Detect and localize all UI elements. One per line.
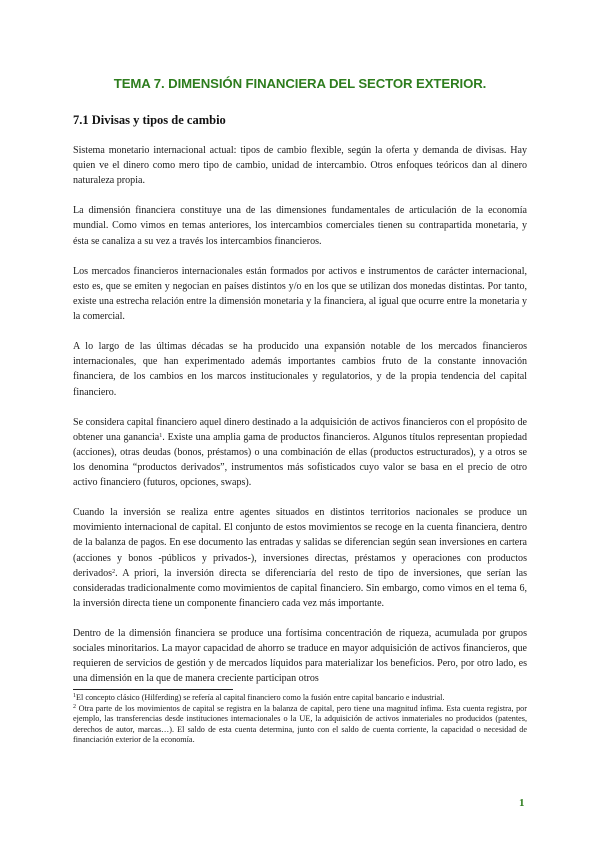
paragraph-text: . Existe una amplia gama de productos financieros. Algunos títulos representan propiedad (acciones), otras deudas (bonos, préstamos) o una combinación de ellas (productos estructurados), y a otros se los denomina “productos derivados”, instrumentos más sofisticados cuyo valor se basa en el precio de otro activo financiero (futuros, opciones, swaps). (73, 431, 528, 489)
footnote-text: El concepto clásico (Hilferding) se refería al capital financiero como la fusión entre capital bancario e industrial. (76, 693, 445, 702)
paragraph: Sistema monetario internacional actual: tipos de cambio flexible, según la oferta y demanda de divisas. Hay quien ve el dinero como mero tipo de cambio, unidad de intercambio. Otros enfoques teóricos dan al dinero naturaleza propia. (73, 145, 527, 187)
page-title: TEMA 7. DIMENSIÓN FINANCIERA DEL SECTOR EXTERIOR. (113, 76, 487, 91)
footnotes (73, 693, 527, 746)
paragraph: Dentro de la dimensión financiera se produce una fortísima concentración de riqueza, acumulada por grupos sociales minoritarios. La mayor capacidad de ahorro se traduce en mayor adquisición de activos financieros, que requieren de servicios de gestión y de mercados líquidos para materializar los beneficios. Pero, por otro lado, es una dimensión en la que de manera creciente participan otros (73, 628, 527, 685)
paragraph-text: Cuando la inversión se realiza entre agentes situados en distintos territorios nacionales se produce un movimiento internacional de capital. El conjunto de estos movimientos se recoge en la cuenta financiera, dentro de la balanza de pagos. En ese documento las entradas y salidas se diferencian según sean inversiones en cartera (acciones y bonos -públicos y privados-), inversiones directas, préstamos y operaciones con productos derivados (73, 507, 527, 579)
section-heading: 7.1 Divisas y tipos de cambio (73, 113, 226, 127)
paragraph (73, 415, 527, 490)
footnote-2 (73, 704, 527, 746)
paragraph-text: . A priori, la inversión directa se diferenciaría del resto de tipo de inversiones, que serían las consideradas tradicionalmente como movimientos de capital financiero. Sin embargo, como vimos en el tema 6, la inversión directa tiene un componente financiero cada vez más importante. (73, 567, 527, 609)
page-number: 1 (519, 797, 525, 809)
footnote-text: Otra parte de los movimientos de capital se registra en la balanza de capital, pero tiene una magnitud ínfima. Esta cuenta registra, por ejemplo, las transferencias desde instituciones internacionales o la UE, la adquisición de activos inmateriales no producidos (patentes, derechos de autor, marcas…). El saldo de esta cuenta determina, junto con el saldo de cuenta corriente, la capacidad o necesidad de financiación exterior de la economía. (73, 703, 527, 745)
paragraph: Los mercados financieros internacionales están formados por activos e instrumentos de carácter internacional, esto es, que se emiten y negocian en países distintos y/o en los que se utilizan dos monedas distintas. Por tanto, existe una estrecha relación entre la dimensión monetaria y la financiera, al igual que ocurre entre la monetaria y la comercial. (73, 265, 527, 323)
footnote-divider (73, 689, 233, 690)
footnote-marker: 1 (73, 693, 76, 699)
paragraph-text: Se considera capital financiero aquel dinero destinado a la adquisición de activos financieros con el propósito de obtener una ganancia (73, 416, 527, 443)
document-body (73, 143, 527, 701)
footnote-ref-2[interactable]: 2 (112, 568, 116, 575)
footnote-marker: 2 (73, 703, 76, 710)
paragraph: La dimensión financiera constituye una de las dimensiones fundamentales de articulación de la economía mundial. Como vimos en temas anteriores, los intercambios comerciales tienen su contrapartida monetaria, y ésta se canaliza a su vez a través los intercambios financieros. (73, 205, 527, 247)
paragraph (73, 505, 527, 611)
footnote-1 (73, 693, 527, 704)
paragraph: A lo largo de las últimas décadas se ha producido una expansión notable de los mercados financieros internacionales, que han experimentado además importantes cambios fruto de la constante innovación financiera, de los cambios en los marcos institucionales y regulatorios, y de la propia tendencia del capital financiero. (73, 341, 527, 398)
footnote-ref-1[interactable]: 1 (159, 432, 163, 439)
